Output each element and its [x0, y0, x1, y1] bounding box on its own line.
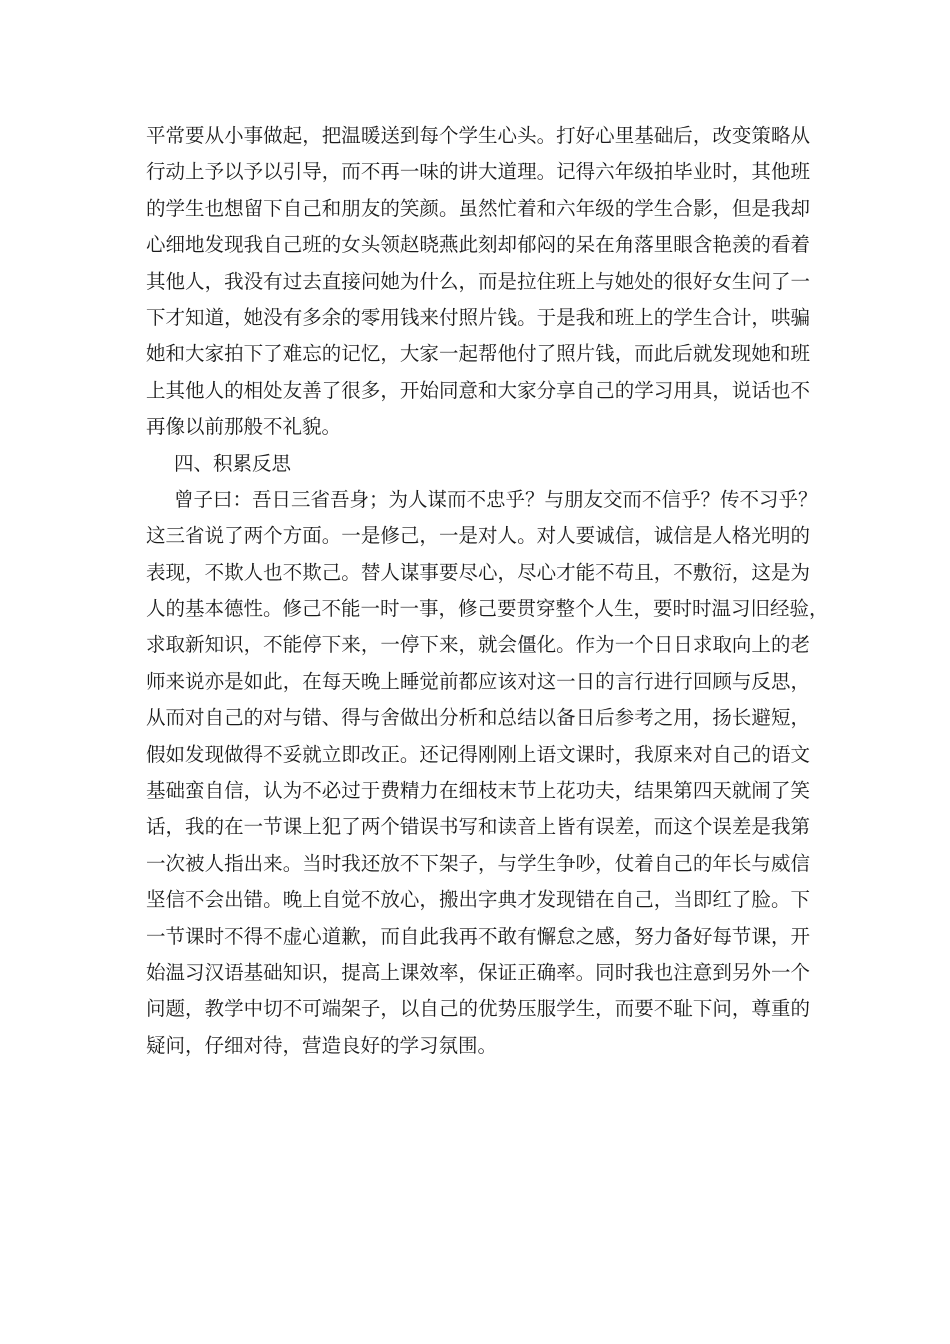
text-line: 这三省说了两个方面。一是修己，一是对人。对人要诚信，诚信是人格光明的 — [146, 524, 810, 548]
section-heading: 四、积累反思 — [174, 451, 292, 475]
text-line: 问题，教学中切不可端架子，以自己的优势压服学生，而要不耻下问，尊重的 — [146, 997, 810, 1021]
text-line: 一次被人指出来。当时我还放不下架子，与学生争吵，仗着自己的年长与威信 — [146, 851, 810, 875]
text-line: 从而对自己的对与错、得与舍做出分析和总结以备日后参考之用，扬长避短， — [146, 706, 810, 730]
text-line: 假如发现做得不妥就立即改正。还记得刚刚上语文课时，我原来对自己的语文 — [146, 742, 810, 766]
text-line: 疑问，仔细对待，营造良好的学习氛围。 — [146, 1033, 498, 1057]
text-line: 再像以前那般不礼貌。 — [146, 415, 342, 439]
body-text — [146, 118, 829, 1064]
text-line: 行动上予以予以引导，而不再一味的讲大道理。记得六年级拍毕业时，其他班 — [146, 160, 810, 184]
text-line: 曾子曰：吾日三省吾身；为人谋而不忠乎？与朋友交而不信乎？传不习乎？ — [174, 487, 818, 511]
text-line: 表现，不欺人也不欺己。替人谋事要尽心，尽心才能不苟且，不敷衍，这是为 — [146, 560, 810, 584]
text-line: 其他人，我没有过去直接问她为什么，而是拉住班上与她处的很好女生问了一 — [146, 269, 810, 293]
text-line: 的学生也想留下自己和朋友的笑颜。虽然忙着和六年级的学生合影，但是我却 — [146, 196, 810, 220]
text-line: 平常要从小事做起，把温暖送到每个学生心头。打好心里基础后，改变策略从 — [146, 124, 810, 147]
paragraph-continuation — [146, 118, 810, 446]
text-line: 求取新知识，不能停下来，一停下来，就会僵化。作为一个日日求取向上的老 — [146, 633, 810, 657]
text-line: 下才知道，她没有多余的零用钱来付照片钱。于是我和班上的学生合计，哄骗 — [146, 305, 810, 329]
text-line: 始温习汉语基础知识，提高上课效率，保证正确率。同时我也注意到另外一个 — [146, 960, 810, 984]
paragraph-reflection — [146, 482, 829, 1064]
text-line: 师来说亦是如此，在每天晚上睡觉前都应该对这一日的言行进行回顾与反思， — [146, 669, 810, 693]
text-line: 人的基本德性。修己不能一时一事，修己要贯穿整个人生，要时时温习旧经验， — [146, 597, 829, 621]
text-line: 一节课时不得不虚心道歉，而自此我再不敢有懈怠之感，努力备好每节课，开 — [146, 924, 810, 948]
text-line: 上其他人的相处友善了很多，开始同意和大家分享自己的学习用具，说话也不 — [146, 378, 810, 402]
text-line: 基础蛮自信，认为不必过于费精力在细枝末节上花功夫，结果第四天就闹了笑 — [146, 779, 810, 803]
text-line: 心细地发现我自己班的女头领赵晓燕此刻却郁闷的呆在角落里眼含艳羡的看着 — [146, 233, 810, 257]
text-line: 她和大家拍下了难忘的记忆，大家一起帮他付了照片钱，而此后就发现她和班 — [146, 342, 810, 366]
text-line: 话，我的在一节课上犯了两个错误书写和读音上皆有误差，而这个误差是我第 — [146, 815, 810, 839]
text-line: 坚信不会出错。晚上自觉不放心，搬出字典才发现错在自己，当即红了脸。下 — [146, 888, 810, 912]
